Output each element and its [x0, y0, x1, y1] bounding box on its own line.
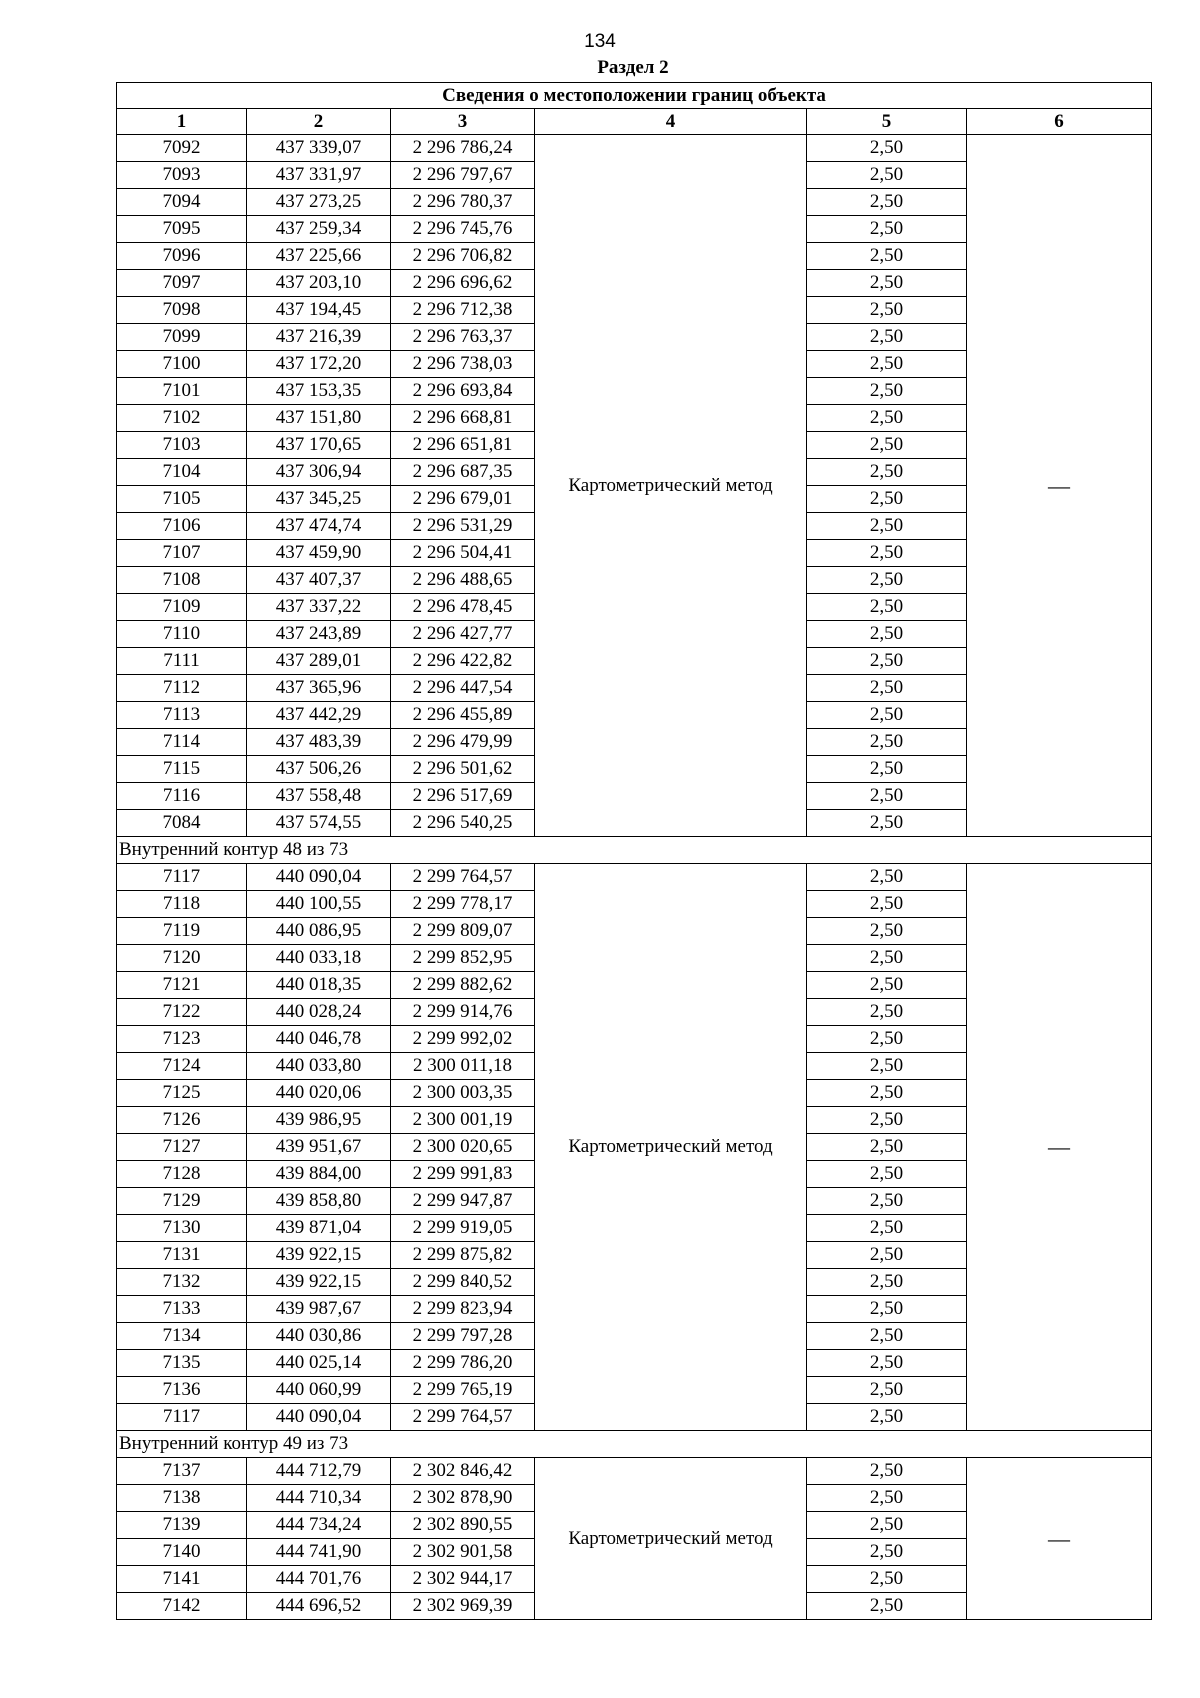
y-coordinate-cell: 2 302 846,42: [391, 1458, 535, 1485]
point-number-cell: 7137: [117, 1458, 247, 1485]
point-number-cell: 7096: [117, 243, 247, 270]
accuracy-cell: 2,50: [807, 1512, 967, 1539]
y-coordinate-cell: 2 296 540,25: [391, 810, 535, 837]
x-coordinate-cell: 437 459,90: [247, 540, 391, 567]
x-coordinate-cell: 439 922,15: [247, 1242, 391, 1269]
accuracy-cell: 2,50: [807, 297, 967, 324]
x-coordinate-cell: 444 734,24: [247, 1512, 391, 1539]
x-coordinate-cell: 440 086,95: [247, 918, 391, 945]
y-coordinate-cell: 2 296 479,99: [391, 729, 535, 756]
accuracy-cell: 2,50: [807, 945, 967, 972]
column-header-row: [117, 109, 1152, 135]
y-coordinate-cell: 2 296 712,38: [391, 297, 535, 324]
y-coordinate-cell: 2 302 890,55: [391, 1512, 535, 1539]
y-coordinate-cell: 2 299 875,82: [391, 1242, 535, 1269]
x-coordinate-cell: 437 474,74: [247, 513, 391, 540]
y-coordinate-cell: 2 296 422,82: [391, 648, 535, 675]
y-coordinate-cell: 2 299 914,76: [391, 999, 535, 1026]
point-number-cell: 7139: [117, 1512, 247, 1539]
accuracy-cell: 2,50: [807, 1458, 967, 1485]
point-number-cell: 7141: [117, 1566, 247, 1593]
y-coordinate-cell: 2 299 764,57: [391, 1404, 535, 1431]
accuracy-cell: 2,50: [807, 1296, 967, 1323]
x-coordinate-cell: 437 407,37: [247, 567, 391, 594]
y-coordinate-cell: 2 299 992,02: [391, 1026, 535, 1053]
point-number-cell: 7104: [117, 459, 247, 486]
accuracy-cell: 2,50: [807, 972, 967, 999]
column-header: 1: [117, 109, 247, 135]
x-coordinate-cell: 437 172,20: [247, 351, 391, 378]
column-header: 3: [391, 109, 535, 135]
x-coordinate-cell: 437 339,07: [247, 135, 391, 162]
accuracy-cell: 2,50: [807, 594, 967, 621]
accuracy-cell: 2,50: [807, 1593, 967, 1620]
accuracy-cell: 2,50: [807, 675, 967, 702]
accuracy-cell: 2,50: [807, 270, 967, 297]
accuracy-cell: 2,50: [807, 1350, 967, 1377]
accuracy-cell: 2,50: [807, 1323, 967, 1350]
x-coordinate-cell: 439 884,00: [247, 1161, 391, 1188]
y-coordinate-cell: 2 296 738,03: [391, 351, 535, 378]
accuracy-cell: 2,50: [807, 216, 967, 243]
x-coordinate-cell: 437 365,96: [247, 675, 391, 702]
table-row: [117, 1458, 1152, 1485]
accuracy-cell: 2,50: [807, 648, 967, 675]
point-number-cell: 7109: [117, 594, 247, 621]
x-coordinate-cell: 437 216,39: [247, 324, 391, 351]
x-coordinate-cell: 439 922,15: [247, 1269, 391, 1296]
point-number-cell: 7128: [117, 1161, 247, 1188]
point-number-cell: 7130: [117, 1215, 247, 1242]
y-coordinate-cell: 2 296 531,29: [391, 513, 535, 540]
point-number-cell: 7106: [117, 513, 247, 540]
point-number-cell: 7121: [117, 972, 247, 999]
x-coordinate-cell: 444 710,34: [247, 1485, 391, 1512]
column-6-cell: —: [967, 1458, 1152, 1620]
y-coordinate-cell: 2 296 651,81: [391, 432, 535, 459]
page-number: 134: [584, 31, 616, 52]
point-number-cell: 7103: [117, 432, 247, 459]
y-coordinate-cell: 2 296 679,01: [391, 486, 535, 513]
accuracy-cell: 2,50: [807, 1107, 967, 1134]
x-coordinate-cell: 437 170,65: [247, 432, 391, 459]
y-coordinate-cell: 2 300 020,65: [391, 1134, 535, 1161]
caption-row: [117, 83, 1152, 109]
point-number-cell: 7117: [117, 864, 247, 891]
accuracy-cell: 2,50: [807, 1188, 967, 1215]
y-coordinate-cell: 2 296 786,24: [391, 135, 535, 162]
accuracy-cell: 2,50: [807, 621, 967, 648]
point-number-cell: 7131: [117, 1242, 247, 1269]
x-coordinate-cell: 440 025,14: [247, 1350, 391, 1377]
y-coordinate-cell: 2 296 455,89: [391, 702, 535, 729]
x-coordinate-cell: 437 306,94: [247, 459, 391, 486]
point-number-cell: 7142: [117, 1593, 247, 1620]
method-cell: Картометрический метод: [535, 1458, 807, 1620]
accuracy-cell: 2,50: [807, 1404, 967, 1431]
accuracy-cell: 2,50: [807, 459, 967, 486]
x-coordinate-cell: 437 273,25: [247, 189, 391, 216]
column-header: 6: [967, 109, 1152, 135]
accuracy-cell: 2,50: [807, 999, 967, 1026]
x-coordinate-cell: 440 090,04: [247, 864, 391, 891]
x-coordinate-cell: 437 289,01: [247, 648, 391, 675]
accuracy-cell: 2,50: [807, 810, 967, 837]
point-number-cell: 7111: [117, 648, 247, 675]
y-coordinate-cell: 2 299 786,20: [391, 1350, 535, 1377]
accuracy-cell: 2,50: [807, 1485, 967, 1512]
point-number-cell: 7099: [117, 324, 247, 351]
point-number-cell: 7101: [117, 378, 247, 405]
accuracy-cell: 2,50: [807, 405, 967, 432]
y-coordinate-cell: 2 302 901,58: [391, 1539, 535, 1566]
accuracy-cell: 2,50: [807, 432, 967, 459]
accuracy-cell: 2,50: [807, 1134, 967, 1161]
point-number-cell: 7124: [117, 1053, 247, 1080]
accuracy-cell: 2,50: [807, 864, 967, 891]
point-number-cell: 7136: [117, 1377, 247, 1404]
point-number-cell: 7123: [117, 1026, 247, 1053]
y-coordinate-cell: 2 299 778,17: [391, 891, 535, 918]
point-number-cell: 7112: [117, 675, 247, 702]
y-coordinate-cell: 2 296 447,54: [391, 675, 535, 702]
x-coordinate-cell: 439 858,80: [247, 1188, 391, 1215]
y-coordinate-cell: 2 302 969,39: [391, 1593, 535, 1620]
contour-row: [117, 1431, 1152, 1458]
y-coordinate-cell: 2 299 852,95: [391, 945, 535, 972]
point-number-cell: 7098: [117, 297, 247, 324]
column-header: 4: [535, 109, 807, 135]
accuracy-cell: 2,50: [807, 162, 967, 189]
y-coordinate-cell: 2 296 706,82: [391, 243, 535, 270]
y-coordinate-cell: 2 299 840,52: [391, 1269, 535, 1296]
x-coordinate-cell: 440 018,35: [247, 972, 391, 999]
point-number-cell: 7116: [117, 783, 247, 810]
point-number-cell: 7092: [117, 135, 247, 162]
y-coordinate-cell: 2 299 764,57: [391, 864, 535, 891]
x-coordinate-cell: 437 574,55: [247, 810, 391, 837]
point-number-cell: 7133: [117, 1296, 247, 1323]
point-number-cell: 7117: [117, 1404, 247, 1431]
x-coordinate-cell: 444 696,52: [247, 1593, 391, 1620]
point-number-cell: 7110: [117, 621, 247, 648]
accuracy-cell: 2,50: [807, 756, 967, 783]
accuracy-cell: 2,50: [807, 486, 967, 513]
accuracy-cell: 2,50: [807, 702, 967, 729]
accuracy-cell: 2,50: [807, 918, 967, 945]
point-number-cell: 7102: [117, 405, 247, 432]
point-number-cell: 7105: [117, 486, 247, 513]
x-coordinate-cell: 439 951,67: [247, 1134, 391, 1161]
y-coordinate-cell: 2 296 696,62: [391, 270, 535, 297]
column-6-cell: —: [967, 135, 1152, 837]
y-coordinate-cell: 2 296 501,62: [391, 756, 535, 783]
x-coordinate-cell: 437 558,48: [247, 783, 391, 810]
point-number-cell: 7126: [117, 1107, 247, 1134]
y-coordinate-cell: 2 299 797,28: [391, 1323, 535, 1350]
point-number-cell: 7118: [117, 891, 247, 918]
contour-label: Внутренний контур 48 из 73: [117, 837, 1152, 864]
accuracy-cell: 2,50: [807, 567, 967, 594]
x-coordinate-cell: 440 028,24: [247, 999, 391, 1026]
y-coordinate-cell: 2 296 687,35: [391, 459, 535, 486]
contour-label: Внутренний контур 49 из 73: [117, 1431, 1152, 1458]
x-coordinate-cell: 437 194,45: [247, 297, 391, 324]
contour-row: [117, 837, 1152, 864]
accuracy-cell: 2,50: [807, 1566, 967, 1593]
point-number-cell: 7094: [117, 189, 247, 216]
y-coordinate-cell: 2 296 745,76: [391, 216, 535, 243]
x-coordinate-cell: 440 033,18: [247, 945, 391, 972]
x-coordinate-cell: 439 987,67: [247, 1296, 391, 1323]
accuracy-cell: 2,50: [807, 378, 967, 405]
accuracy-cell: 2,50: [807, 1377, 967, 1404]
x-coordinate-cell: 437 259,34: [247, 216, 391, 243]
x-coordinate-cell: 444 712,79: [247, 1458, 391, 1485]
x-coordinate-cell: 444 741,90: [247, 1539, 391, 1566]
x-coordinate-cell: 440 060,99: [247, 1377, 391, 1404]
point-number-cell: 7095: [117, 216, 247, 243]
point-number-cell: 7138: [117, 1485, 247, 1512]
x-coordinate-cell: 437 442,29: [247, 702, 391, 729]
x-coordinate-cell: 437 337,22: [247, 594, 391, 621]
accuracy-cell: 2,50: [807, 891, 967, 918]
method-cell: Картометрический метод: [535, 135, 807, 837]
point-number-cell: 7127: [117, 1134, 247, 1161]
accuracy-cell: 2,50: [807, 189, 967, 216]
y-coordinate-cell: 2 296 504,41: [391, 540, 535, 567]
point-number-cell: 7134: [117, 1323, 247, 1350]
point-number-cell: 7108: [117, 567, 247, 594]
accuracy-cell: 2,50: [807, 1161, 967, 1188]
x-coordinate-cell: 440 100,55: [247, 891, 391, 918]
column-6-cell: —: [967, 864, 1152, 1431]
point-number-cell: 7084: [117, 810, 247, 837]
accuracy-cell: 2,50: [807, 1026, 967, 1053]
accuracy-cell: 2,50: [807, 729, 967, 756]
point-number-cell: 7122: [117, 999, 247, 1026]
point-number-cell: 7120: [117, 945, 247, 972]
x-coordinate-cell: 437 151,80: [247, 405, 391, 432]
accuracy-cell: 2,50: [807, 135, 967, 162]
x-coordinate-cell: 439 871,04: [247, 1215, 391, 1242]
y-coordinate-cell: 2 296 693,84: [391, 378, 535, 405]
column-header: 5: [807, 109, 967, 135]
point-number-cell: 7129: [117, 1188, 247, 1215]
table-row: [117, 135, 1152, 162]
y-coordinate-cell: 2 302 878,90: [391, 1485, 535, 1512]
accuracy-cell: 2,50: [807, 1053, 967, 1080]
y-coordinate-cell: 2 300 003,35: [391, 1080, 535, 1107]
x-coordinate-cell: 437 243,89: [247, 621, 391, 648]
accuracy-cell: 2,50: [807, 1242, 967, 1269]
column-header: 2: [247, 109, 391, 135]
table-row: [117, 864, 1152, 891]
accuracy-cell: 2,50: [807, 243, 967, 270]
point-number-cell: 7100: [117, 351, 247, 378]
boundary-table: [116, 82, 1152, 1620]
x-coordinate-cell: 437 153,35: [247, 378, 391, 405]
method-cell: Картометрический метод: [535, 864, 807, 1431]
x-coordinate-cell: 437 225,66: [247, 243, 391, 270]
y-coordinate-cell: 2 296 488,65: [391, 567, 535, 594]
point-number-cell: 7119: [117, 918, 247, 945]
y-coordinate-cell: 2 300 001,19: [391, 1107, 535, 1134]
accuracy-cell: 2,50: [807, 351, 967, 378]
accuracy-cell: 2,50: [807, 513, 967, 540]
y-coordinate-cell: 2 296 517,69: [391, 783, 535, 810]
y-coordinate-cell: 2 296 478,45: [391, 594, 535, 621]
x-coordinate-cell: 437 345,25: [247, 486, 391, 513]
x-coordinate-cell: 444 701,76: [247, 1566, 391, 1593]
x-coordinate-cell: 440 090,04: [247, 1404, 391, 1431]
point-number-cell: 7107: [117, 540, 247, 567]
y-coordinate-cell: 2 300 011,18: [391, 1053, 535, 1080]
point-number-cell: 7115: [117, 756, 247, 783]
x-coordinate-cell: 440 020,06: [247, 1080, 391, 1107]
point-number-cell: 7093: [117, 162, 247, 189]
accuracy-cell: 2,50: [807, 1080, 967, 1107]
accuracy-cell: 2,50: [807, 1539, 967, 1566]
x-coordinate-cell: 439 986,95: [247, 1107, 391, 1134]
accuracy-cell: 2,50: [807, 1269, 967, 1296]
y-coordinate-cell: 2 299 765,19: [391, 1377, 535, 1404]
point-number-cell: 7132: [117, 1269, 247, 1296]
y-coordinate-cell: 2 299 947,87: [391, 1188, 535, 1215]
point-number-cell: 7114: [117, 729, 247, 756]
y-coordinate-cell: 2 296 427,77: [391, 621, 535, 648]
y-coordinate-cell: 2 299 823,94: [391, 1296, 535, 1323]
y-coordinate-cell: 2 296 780,37: [391, 189, 535, 216]
accuracy-cell: 2,50: [807, 324, 967, 351]
table-caption: Сведения о местоположении границ объекта: [117, 83, 1152, 109]
y-coordinate-cell: 2 296 668,81: [391, 405, 535, 432]
section-title: Раздел 2: [597, 57, 669, 78]
x-coordinate-cell: 437 483,39: [247, 729, 391, 756]
point-number-cell: 7125: [117, 1080, 247, 1107]
y-coordinate-cell: 2 299 882,62: [391, 972, 535, 999]
x-coordinate-cell: 440 030,86: [247, 1323, 391, 1350]
y-coordinate-cell: 2 299 919,05: [391, 1215, 535, 1242]
y-coordinate-cell: 2 296 797,67: [391, 162, 535, 189]
y-coordinate-cell: 2 302 944,17: [391, 1566, 535, 1593]
x-coordinate-cell: 440 033,80: [247, 1053, 391, 1080]
point-number-cell: 7113: [117, 702, 247, 729]
accuracy-cell: 2,50: [807, 783, 967, 810]
accuracy-cell: 2,50: [807, 540, 967, 567]
y-coordinate-cell: 2 299 809,07: [391, 918, 535, 945]
point-number-cell: 7097: [117, 270, 247, 297]
x-coordinate-cell: 437 203,10: [247, 270, 391, 297]
x-coordinate-cell: 437 331,97: [247, 162, 391, 189]
x-coordinate-cell: 440 046,78: [247, 1026, 391, 1053]
y-coordinate-cell: 2 296 763,37: [391, 324, 535, 351]
y-coordinate-cell: 2 299 991,83: [391, 1161, 535, 1188]
x-coordinate-cell: 437 506,26: [247, 756, 391, 783]
accuracy-cell: 2,50: [807, 1215, 967, 1242]
point-number-cell: 7140: [117, 1539, 247, 1566]
point-number-cell: 7135: [117, 1350, 247, 1377]
